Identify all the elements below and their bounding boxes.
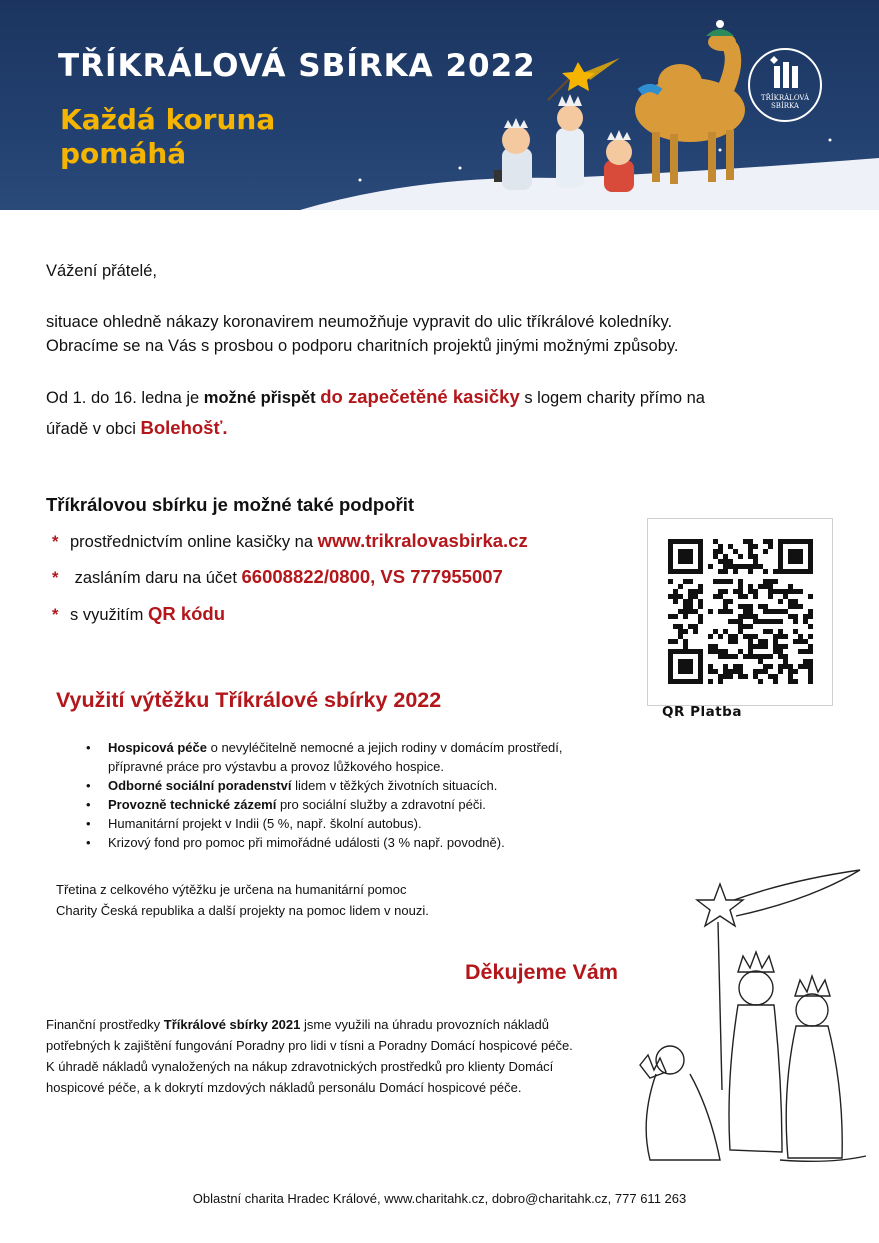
support-item-qr [52, 603, 225, 625]
slogan-line-2: pomáhá [60, 137, 187, 170]
camel-illustration [635, 20, 745, 184]
list-item [86, 833, 648, 852]
logo-caption-line-2: SBÍRKA [771, 102, 799, 110]
para2-text-d: s logem charity přímo na [519, 389, 705, 407]
list-item-bold: Odborné sociální poradenství [108, 778, 292, 793]
footer-contact: Oblastní charita Hradec Králové, www.charitahk.cz, dobro@charitahk.cz, 777 611 263 [192, 1191, 687, 1206]
previous-year-text-c: jsme využili na úhradu provozních nákladů [300, 1017, 549, 1032]
municipality-name: Bolehošť. [140, 417, 228, 438]
previous-year-emphasis: Tříkrálové sbírky 2021 [163, 1017, 301, 1032]
logo-caption-line-1: TŘÍKRÁLOVÁ [760, 94, 810, 102]
bullet-icon: • [86, 778, 91, 793]
bank-account-number: 66008822/0800, VS 777955007 [241, 566, 503, 587]
king-child-3 [604, 130, 634, 192]
list-item-continuation: přípravné práce pro výstavbu a provoz lůžkového hospice. [108, 759, 445, 774]
para2-text-a: Od 1. do 16. ledna je [46, 389, 204, 407]
list-item-bold: Provozně technické zázemí [108, 797, 277, 812]
humanitarian-note-line-1: Třetina z celkového výtěžku je určena na humanitární pomoc [56, 882, 407, 897]
list-item-text: o nevyléčitelně nemocné a jejich rodiny v domácím prostředí, [207, 740, 563, 755]
bullet-icon: • [86, 816, 91, 831]
support-heading: Tříkrálovou sbírku je možné také podpořit [46, 494, 415, 515]
list-item [86, 795, 648, 814]
star-bullet: * [52, 533, 59, 551]
qr-code-frame [647, 518, 833, 706]
qr-code-icon[interactable] [648, 519, 832, 705]
list-item-text: Krizový fond pro pomoc při mimořádné události (3 % např. povodně). [108, 835, 505, 850]
qr-code-highlight: QR kódu [147, 603, 226, 624]
online-box-link[interactable]: www.trikralovasbirka.cz [317, 530, 528, 551]
slogan-line-1: Každá koruna [60, 103, 276, 136]
logo-caption [750, 94, 820, 110]
support-item-transfer [52, 566, 503, 588]
para2-text-e: úřadě v obci [46, 420, 141, 438]
greeting: Vážení přátelé, [46, 262, 157, 280]
list-item-text: Humanitární projekt v Indii (5 %, např. školní autobus). [108, 816, 422, 831]
para2-emphasis: možné přispět [203, 389, 316, 407]
humanitarian-note [56, 879, 429, 921]
support-item-online-text: prostřednictvím online kasičky na [70, 533, 318, 551]
intro-paragraph [46, 310, 679, 358]
previous-year-text-a: Finanční prostředky [46, 1017, 164, 1032]
support-item-transfer-text: zasláním daru na účet [70, 569, 242, 587]
previous-year-line-2: potřebných k zajištění fungování Poradny pro lidi v tísni a Poradny Domácí hospicové péče. [46, 1038, 573, 1053]
bullet-icon: • [86, 835, 91, 850]
thanks-heading: Děkujeme Vám [465, 960, 618, 984]
header-banner [0, 0, 879, 210]
king-child-1 [494, 118, 532, 190]
humanitarian-note-line-2: Charity Česká republika a další projekty na pomoc lidem v nouzi. [56, 903, 429, 918]
list-item-text: pro sociální služby a zdravotní péči. [276, 797, 486, 812]
king-child-2 [556, 94, 584, 188]
usage-heading: Využití výtěžku Tříkrálové sbírky 2022 [56, 688, 442, 712]
support-item-qr-text: s využitím [70, 606, 148, 624]
banner-slogan [60, 103, 320, 171]
list-item [86, 776, 648, 795]
intro-line-1: situace ohledně nákazy koronavirem neumožňuje vypravit do ulic tříkrálové koledníky. [46, 313, 673, 331]
list-item-bold: Hospicová péče [108, 740, 207, 755]
bullet-icon: • [86, 797, 91, 812]
sealed-box-highlight: do zapečetěné kasičky [320, 386, 520, 407]
usage-list [86, 738, 648, 852]
previous-year-line-1 [46, 1014, 573, 1035]
support-item-online [52, 530, 528, 552]
list-item [86, 738, 648, 776]
star-bullet: * [52, 569, 59, 587]
previous-year-paragraph [46, 1014, 573, 1098]
list-item [86, 814, 648, 833]
list-item-text: lidem v těžkých životních situacích. [291, 778, 498, 793]
bullet-icon: • [86, 740, 91, 755]
intro-line-2: Obracíme se na Vás s prosbou o podporu charitních projektů jinými možnými způsoby. [46, 337, 679, 355]
previous-year-line-4: hospicové péče, a k dokrytí mzdových nákladů personálu Domácí hospicové péče. [46, 1080, 522, 1095]
previous-year-line-3: K úhradě nákladů vynaložených na nákup zdravotnických prostředků pro klienty Domácí [46, 1059, 554, 1074]
three-kings-drawing [630, 860, 870, 1170]
banner-title: TŘÍKRÁLOVÁ SBÍRKA 2022 [58, 48, 536, 84]
star-bullet: * [52, 606, 59, 624]
trikralova-sbirka-logo [748, 48, 822, 122]
collection-box-paragraph [46, 382, 826, 444]
qr-label: QR Platba [662, 704, 742, 720]
